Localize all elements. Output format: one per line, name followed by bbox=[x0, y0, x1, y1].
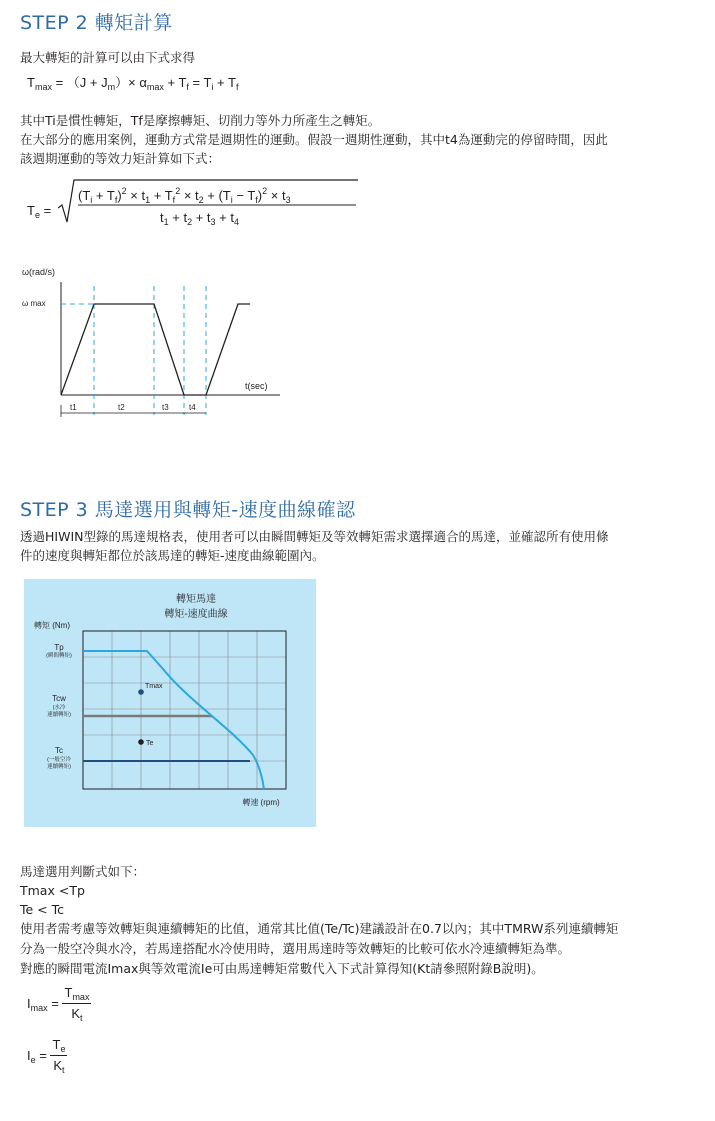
te-point-label: Te bbox=[146, 740, 154, 747]
wmax-label: ω max bbox=[22, 299, 46, 308]
tc-note-2: 連續轉矩) bbox=[47, 764, 71, 770]
tmax-point bbox=[138, 689, 144, 695]
tp-note: (瞬間轉矩) bbox=[46, 653, 72, 659]
judge-1: Tmax <Tp bbox=[20, 883, 85, 898]
seg-t4: t4 bbox=[189, 403, 196, 412]
tmax-point-label: Tmax bbox=[145, 683, 163, 690]
step2-para2: 在大部分的應用案例，運動方式常是週期性的運動。假設一週期性運動，其中t4為運動完的停留時間，因此 bbox=[20, 132, 608, 147]
step2-para1: 其中Ti是慣性轉矩，Tf是摩擦轉矩、切削力等外力所產生之轉矩。 bbox=[20, 113, 381, 128]
seg-t3: t3 bbox=[162, 403, 169, 412]
seg-t1: t1 bbox=[70, 403, 77, 412]
judge-2: Te < Tc bbox=[20, 902, 65, 917]
ie-formula: $I_e$ = $\frac{T_e}{K_t}$ bbox=[27, 1037, 66, 1075]
te-numerator: $(T_i + T_f)^2 \times t_1 + T_f^2 \times t_2 + (T_i - T_f)^2 \times t_3$ bbox=[78, 186, 291, 205]
imax-formula: $I_{max}$ = $\frac{T_{max}}{K_t}$ bbox=[27, 985, 90, 1023]
tmax-formula: $T_{max} = (J + J_m)\times \alpha_{max} + T_f = T_i + T_f$ bbox=[27, 75, 239, 92]
te-denominator: $t_1 + t_2 + t_3 + t_4$ bbox=[160, 210, 239, 227]
tp-label: Tp bbox=[54, 643, 64, 652]
speed-profile bbox=[61, 304, 250, 395]
step2-heading: STEP 2 轉矩計算 bbox=[20, 12, 173, 34]
tn-xlabel: 轉速 (rpm) bbox=[242, 798, 280, 807]
tn-title-1: 轉矩馬達 bbox=[176, 594, 216, 605]
tcw-label: Tcw bbox=[52, 694, 66, 703]
step3-para4: 分為一般空冷與水冷，若馬達搭配水冷使用時，選用馬達時等效轉矩的比較可依水冷連續轉矩為準。 bbox=[20, 941, 571, 956]
step3-para3: 使用者需考慮等效轉矩與連續轉矩的比值，通常其比值(Te/Tc)建議設計在0.7以內；其中TMRW系列連續轉矩 bbox=[20, 921, 619, 936]
tcw-note-1: (水冷 bbox=[52, 705, 66, 711]
step2-intro: 最大轉矩的計算可以由下式求得 bbox=[20, 50, 196, 65]
seg-t2: t2 bbox=[118, 403, 125, 412]
tn-title-2: 轉矩-速度曲線 bbox=[164, 609, 228, 620]
speed-ylabel: ω(rad/s) bbox=[22, 267, 56, 277]
tc-label: Tc bbox=[55, 746, 63, 755]
step2-para3: 該週期運動的等效力矩計算如下式： bbox=[20, 151, 221, 166]
step3-heading: STEP 3 馬達選用與轉矩-速度曲線確認 bbox=[20, 499, 356, 521]
te-formula-lhs: $T_e$ = bbox=[27, 203, 52, 220]
step3-para5: 對應的瞬間電流Imax與等效電流Ie可由馬達轉矩常數代入下式計算得知(Kt請參照附錄B說明)。 bbox=[20, 961, 544, 976]
speed-xlabel: t(sec) bbox=[245, 381, 268, 391]
tc-note-1: (一般空冷 bbox=[47, 757, 71, 763]
judge-title: 馬達選用判斷式如下： bbox=[20, 864, 146, 879]
te-point bbox=[138, 739, 144, 745]
tn-ylabel: 轉矩 (Nm) bbox=[34, 621, 70, 630]
torque-speed-chart bbox=[24, 579, 316, 827]
tcw-note-2: 連續轉矩) bbox=[47, 712, 71, 718]
step3-para2: 件的速度與轉矩都位於該馬達的轉矩-速度曲線範圍內。 bbox=[20, 548, 325, 563]
step3-para1: 透過HIWIN型錄的馬達規格表，使用者可以由瞬間轉矩及等效轉矩需求選擇適合的馬達，並確認所有使用條 bbox=[20, 529, 609, 544]
speed-time-diagram bbox=[20, 262, 310, 427]
